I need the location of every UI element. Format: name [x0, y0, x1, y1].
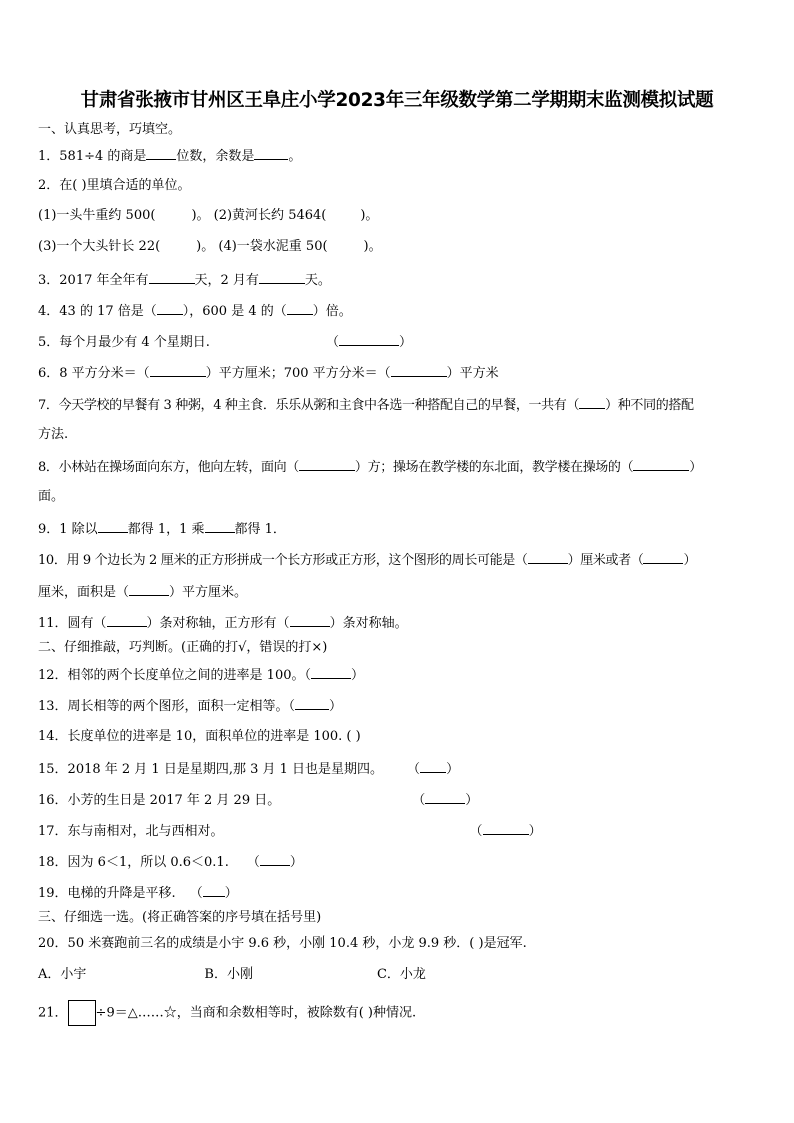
question-20-options: [38, 967, 426, 983]
blank[interactable]: [107, 614, 147, 627]
page-title: 甘肃省张掖市甘州区王阜庄小学2023年三年级数学第二学期期末监测模拟试题: [80, 90, 714, 111]
blank[interactable]: [150, 364, 206, 377]
question-13: 13．周长相等的两个图形，面积一定相等。（ ）: [38, 699, 343, 714]
blank[interactable]: [299, 458, 355, 471]
blank[interactable]: [579, 396, 605, 409]
blank[interactable]: [203, 884, 225, 897]
question-8: 8．小林站在操场面向东方，他向左转，面向（ ）方；操场在教学楼的东北面，教学楼在操场的（ ）: [38, 460, 702, 475]
question-5: 5．每个月最少有 4 个星期日. （ ）: [38, 335, 412, 350]
blank[interactable]: [98, 520, 128, 533]
blank[interactable]: [643, 551, 683, 564]
blank[interactable]: [129, 583, 169, 596]
question-2: 2．在( )里填合适的单位。: [38, 178, 191, 193]
question-2-part-1: (1)一头牛重约 500( )。 (2)黄河长约 5464( )。: [38, 208, 379, 223]
option-c[interactable]: C．小龙: [376, 967, 426, 982]
blank[interactable]: [290, 614, 330, 627]
option-a[interactable]: A．小宇: [38, 967, 87, 982]
question-3: 3．2017 年全年有 天，2 月有 天。: [38, 273, 331, 288]
question-18: 18．因为 6＜1，所以 0.6＜0.1. （ ）: [38, 855, 303, 870]
blank[interactable]: [259, 271, 305, 284]
blank[interactable]: [420, 760, 446, 773]
question-16: 16．小芳的生日是 2017 年 2 月 29 日。 （ ）: [38, 793, 479, 808]
blank[interactable]: [425, 791, 465, 804]
question-9: 9．1 除以 都得 1，1 乘 都得 1．: [38, 522, 286, 537]
blank[interactable]: [287, 302, 313, 315]
blank[interactable]: [633, 458, 689, 471]
question-19: 19．电梯的升降是平移. （ ）: [38, 886, 238, 901]
blank[interactable]: [205, 520, 235, 533]
section-2-heading: 二、仔细推敲，巧判断。(正确的打√，错误的打×): [38, 640, 328, 655]
option-b[interactable]: B．小刚: [204, 967, 253, 982]
blank[interactable]: [157, 302, 183, 315]
blank[interactable]: [260, 853, 290, 866]
section-3-heading: 三、仔细选一选。(将正确答案的序号填在括号里): [38, 910, 322, 925]
blank[interactable]: [483, 822, 529, 835]
question-1: 1．581÷4 的商是 位数，余数是 。: [38, 149, 302, 164]
blank[interactable]: [149, 271, 195, 284]
question-6: 6．8 平方分米＝（ ）平方厘米；700 平方分米＝（ ）平方米: [38, 366, 499, 381]
question-2-part-2: (3)一个大头针长 22( )。 (4)一袋水泥重 50( )。: [38, 239, 382, 254]
question-11: 11．圆有（ ）条对称轴，正方形有（ ）条对称轴。: [38, 616, 408, 631]
section-1-heading: 一、认真思考，巧填空。: [38, 122, 182, 137]
blank[interactable]: [391, 364, 447, 377]
question-15: 15．2018 年 2 月 1 日是星期四,那 3 月 1 日也是星期四。 （ ）: [38, 762, 460, 777]
question-4: 4．43 的 17 倍是（ ），600 是 4 的（ ）倍。: [38, 304, 352, 319]
blank[interactable]: [295, 697, 329, 710]
question-10-cont: 厘米，面积是（ ）平方厘米。: [38, 585, 248, 600]
blank[interactable]: [528, 551, 568, 564]
blank[interactable]: [254, 147, 288, 160]
question-20: 20．50 米赛跑前三名的成绩是小宇 9.6 秒，小刚 10.4 秒，小龙 9.9 秒．( )是冠军.: [38, 936, 527, 951]
question-12: 12．相邻的两个长度单位之间的进率是 100。（ ）: [38, 668, 365, 683]
question-7: 7．今天学校的早餐有 3 种粥，4 种主食．乐乐从粥和主食中各选一种搭配自己的早餐，一共有（ ）种不同的搭配: [38, 398, 694, 413]
question-21: 21． ÷9＝△……☆，当商和余数相等时，被除数有( )种情况.: [38, 1000, 416, 1027]
question-14: 14．长度单位的进率是 10，面积单位的进率是 100. ( ): [38, 729, 361, 744]
dividend-box[interactable]: [68, 1000, 96, 1026]
blank[interactable]: [146, 147, 176, 160]
question-17: 17．东与南相对，北与西相对。 （ ）: [38, 824, 542, 839]
question-10: 10．用 9 个边长为 2 厘米的正方形拼成一个长方形或正方形，这个图形的周长可能是（ ）厘米或者（ ）: [38, 553, 697, 568]
question-7-cont: 方法.: [38, 427, 69, 442]
blank[interactable]: [311, 666, 351, 679]
question-8-cont: 面。: [38, 489, 65, 504]
blank[interactable]: [339, 333, 399, 346]
